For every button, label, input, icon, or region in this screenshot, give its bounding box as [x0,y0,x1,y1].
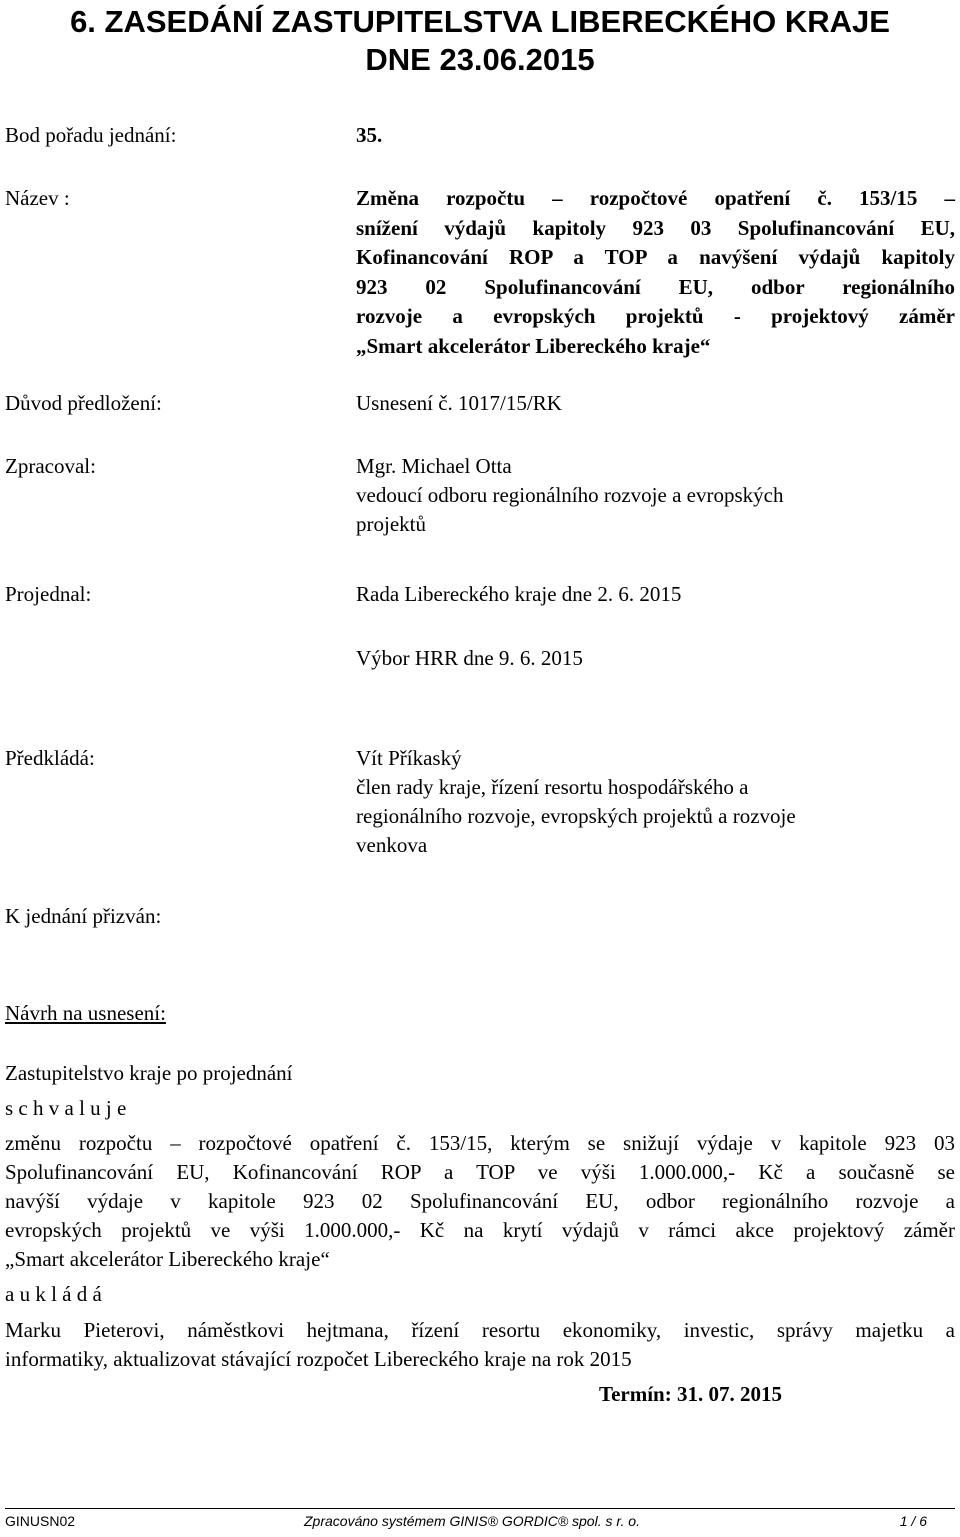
reason-label: Důvod předložení: [5,391,162,415]
submits-role: člen rady kraje, řízení resortu hospodářského a [356,775,749,799]
name-line: Změna rozpočtu – rozpočtové opatření č. 153/15 – [356,186,955,210]
agenda-value: 35. [356,123,383,147]
approve-line: Spolufinancování EU, Kofinancování ROP a TOP ve výši 1.000.000,- Kč a současně se [5,1160,955,1184]
submits-name: Vít Příkaský [356,746,462,770]
name-line: Kofinancování ROP a TOP a navýšení výdajů kapitoly [356,245,955,269]
order-line: Marku Pieterovi, náměstkovi hejtmana, řízení resortu ekonomiky, investic, správy majetku a [5,1318,955,1342]
name-line: „Smart akcelerátor Libereckého kraje“ [356,333,711,358]
footer-divider [5,1508,955,1509]
prepared-position: vedoucí odboru regionálního rozvoje a evropských [356,483,784,507]
discussed-council: Rada Libereckého kraje dne 2. 6. 2015 [356,582,682,606]
submits-role: regionálního rozvoje, evropských projektů a rozvoje [356,804,796,828]
document-title: 6. ZASEDÁNÍ ZASTUPITELSTVA LIBERECKÉHO KRAJE [70,4,890,39]
document-date-title: DNE 23.06.2015 [365,42,595,77]
order-text [5,1316,955,1374]
name-label: Název : [5,186,70,210]
name-line: 923 02 Spolufinancování EU, odbor regionálního [356,274,955,299]
name-line: rozvoje a evropských projektů - projektový záměr [356,304,955,328]
name-value [356,184,955,361]
discussed-committee: Výbor HRR dne 9. 6. 2015 [356,646,583,670]
name-line: snížení výdajů kapitoly 923 03 Spolufinancování EU, [356,215,955,240]
deadline: Termín: 31. 07. 2015 [599,1382,782,1406]
prepared-position-cont: projektů [356,512,426,536]
footer-code: GINUSN02 [5,1513,76,1529]
proposal-heading: Návrh na usnesení: [5,1001,166,1025]
approve-line: navýší výdaje v kapitole 923 02 Spolufinancování EU, odbor regionálního rozvoje a [5,1189,955,1213]
submits-role: venkova [356,833,428,857]
discussed-label: Projednal: [5,582,92,606]
footer-page-number: 1 / 6 [899,1513,927,1529]
prepared-name: Mgr. Michael Otta [356,454,512,478]
orders-keyword: a u k l á d á [5,1282,102,1306]
submits-label: Předkládá: [5,746,95,770]
order-line: informatiky, aktualizovat stávající rozpočet Libereckého kraje na rok 2015 [5,1347,632,1371]
approve-line: změnu rozpočtu – rozpočtové opatření č. 153/15, kterým se snižují výdaje v kapitole 923 03 [5,1131,955,1155]
prepared-label: Zpracoval: [5,454,96,478]
footer-system: Zpracováno systémem GINIS® GORDIC® spol. s r. o. [304,1513,640,1529]
agenda-label: Bod pořadu jednání: [5,123,177,147]
invited-label: K jednání přizván: [5,904,162,928]
approve-line: „Smart akcelerátor Libereckého kraje“ [5,1247,330,1271]
reason-value: Usnesení č. 1017/15/RK [356,391,562,415]
approves-keyword: s c h v a l u j e [5,1096,127,1120]
approve-text [5,1129,955,1274]
approve-line: evropských projektů ve výši 1.000.000,- Kč na krytí výdajů v rámci akce projektový záměr [5,1218,955,1242]
proposal-intro: Zastupitelstvo kraje po projednání [5,1061,293,1085]
